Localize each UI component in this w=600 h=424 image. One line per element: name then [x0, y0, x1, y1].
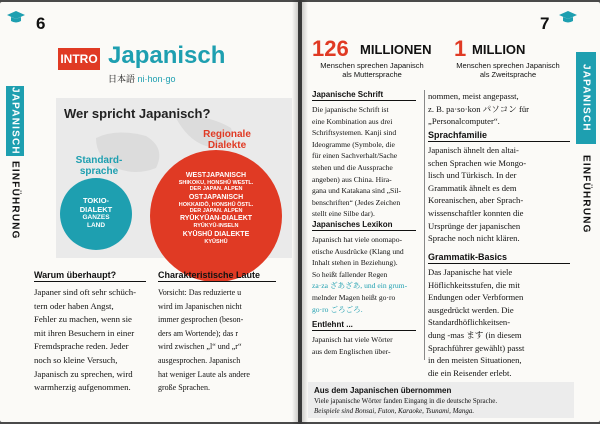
intro-badge: INTRO: [58, 48, 100, 70]
dialect-name: RYŪKYŪAN-DIALEKT: [179, 215, 253, 223]
stat-second-caption: [448, 62, 568, 79]
text-line: stehen und die Aussprache: [312, 162, 393, 172]
regional-label-line-1: Regionale: [203, 129, 251, 140]
script-heading: Japanische Schrift: [312, 90, 416, 101]
standard-label-line-1: Standard-: [75, 155, 123, 166]
family-text: [428, 144, 578, 245]
text-line: Die japanische Schrift ist: [312, 105, 389, 114]
text-line: Sprache noch nicht klären.: [428, 233, 520, 244]
text-line: Endungen oder Verbformen: [428, 292, 524, 303]
book-spine-shadow: [292, 0, 308, 424]
family-heading: Sprachfamilie: [428, 130, 570, 142]
borrowed-text: [312, 334, 424, 357]
why-heading: Warum überhaupt?: [34, 270, 146, 282]
side-tab-language[interactable]: [6, 86, 24, 156]
page-number: 7: [540, 14, 550, 33]
text-line: wird zwischen „l“ und „r“: [158, 342, 242, 352]
text-line: wird im Japanischen nicht: [158, 301, 242, 311]
why-text: [34, 286, 150, 395]
caption-line: als Zweitsprache: [479, 69, 537, 79]
borrowed-text-continued: [428, 90, 578, 128]
page-subtitle: [108, 72, 176, 85]
text-line: lisch und Türkisch. In der: [428, 170, 517, 181]
standard-circle-line-1: TOKIO-: [82, 196, 110, 205]
text-line: Höflichkeitsstufen, die mit: [428, 279, 520, 290]
text-line: stellt eine Silbe dar).: [312, 209, 375, 219]
side-tab-language[interactable]: [576, 52, 596, 144]
regional-label-line-2: Dialekte: [207, 139, 247, 151]
text-line: Standardhöflichkeitsen-: [428, 317, 511, 328]
text-line: in den meisten Situationen,: [428, 355, 522, 366]
stat-native-number: 126: [312, 36, 349, 61]
caption-line: Menschen sprechen Japanisch: [320, 61, 424, 70]
grammar-heading: Grammatik-Basics: [428, 252, 570, 264]
text-line: melnder Magen heißt go·ro: [312, 292, 396, 302]
left-page: [0, 2, 298, 422]
grammar-text: [428, 266, 578, 379]
text-line: Fremdsprache reden. Jeder: [34, 341, 129, 352]
dialect-area: DER JAPAN. ALPEN: [189, 208, 243, 215]
text-line: eine Kombination aus drei: [312, 116, 393, 126]
caption-line: als Muttersprache: [342, 69, 402, 79]
map-heading: Wer spricht Japanisch?: [64, 106, 211, 121]
dialect-area: SHIKOKU, HONSHŪ WESTL.: [178, 180, 254, 187]
dialect-name: KYŪSHŪ DIALEKTE: [182, 230, 250, 238]
side-tab-section[interactable]: [6, 162, 24, 238]
text-line: Das Japanische hat viele: [428, 267, 513, 277]
text-line: Vorsicht: Das reduzierte u: [158, 288, 242, 297]
text-line: Fehler zu machen, wenn sie: [34, 314, 132, 325]
text-line: Japanisch ähnelt den altai-: [428, 145, 519, 155]
subtitle-kanji: 日本語: [108, 74, 136, 84]
lexicon-heading: Japanisches Lexikon: [312, 220, 416, 231]
text-line: Inhalt stehen in Beziehung).: [312, 258, 398, 268]
text-line: So heißt fallender Regen: [312, 269, 388, 279]
text-line: ders am Wortende); das r: [158, 328, 239, 338]
text-line: noch so kleine Versuch,: [34, 354, 118, 365]
dialect-name: WESTJAPANISCH: [185, 172, 247, 179]
dialect-area: RYŪKYŪ-INSELN: [193, 223, 239, 230]
standard-circle-line-4: LAND: [86, 221, 106, 229]
loanwords-text: [314, 397, 572, 416]
text-line: Japanisch hat viele Wörter: [312, 335, 393, 344]
column-divider: [424, 90, 425, 360]
text-line: angeben) aus China. Hira-: [312, 174, 392, 184]
stat-second-number: 1: [454, 36, 467, 61]
text-line: Schriftsystemen. Kanji sind: [312, 128, 397, 138]
regional-circle-text: [156, 172, 276, 245]
caption-line: Menschen sprechen Japanisch: [456, 61, 560, 70]
standard-label-line-2: sprache: [79, 165, 119, 177]
text-line: Viele japanische Wörter fanden Eingang in die deutsche Sprache.: [314, 397, 498, 405]
stat-native-unit: MILLIONEN: [360, 42, 432, 57]
loanwords-box: [308, 382, 574, 418]
side-tab-section-label: EINFÜHRUNG: [9, 160, 21, 240]
text-line: für einen Sachverhalt/Sache: [312, 151, 398, 161]
standard-circle-line-3: GANZES: [82, 214, 110, 222]
text-line: Japanisch hat viele onomapo-: [312, 235, 403, 244]
text-line: warmherzig aufgenommen.: [34, 382, 131, 393]
page-number: 6: [36, 14, 46, 33]
text-line: Japanisch zu sprechen, wird: [34, 368, 133, 379]
right-page: [302, 2, 600, 422]
text-line: etische Ausdrücke (Klang und: [312, 246, 404, 256]
regional-dialects-label: [192, 130, 262, 151]
text-line: immer gesprochen (beson-: [158, 315, 244, 325]
stat-second-unit: MILLION: [472, 42, 526, 57]
text-line: mit ihren Besuchern in einer: [34, 327, 135, 338]
text-line: benschriften“ (Jedes Zeichen: [312, 197, 401, 207]
text-line: gana und Katakana sind „Sil-: [312, 186, 401, 196]
side-tab-section-label: EINFÜHRUNG: [580, 154, 592, 234]
dialect-area: DER JAPAN. ALPEN: [189, 186, 243, 193]
dialect-area: HOKKAIDŌ, HONSHŪ ÖSTL.: [178, 201, 254, 208]
text-line: Japaner sind oft sehr schüch-: [34, 287, 137, 297]
standard-circle-line-2: DIALEKT: [79, 204, 113, 214]
text-line: Ideogramme (Symbole, die: [312, 139, 395, 149]
text-line: z. B. pa·so·kon パソコン für: [428, 103, 530, 114]
lexicon-text: [312, 234, 424, 315]
standard-language-label: [64, 156, 134, 177]
text-line: hat weniger Laute als andere: [158, 369, 250, 379]
text-line: ausgesprochen. Japanisch: [158, 355, 241, 365]
text-line: die ein Reisender erlebt.: [428, 367, 512, 378]
text-line: schen Sprachen wie Mongo-: [428, 157, 527, 168]
text-line: aus dem Englischen über-: [312, 346, 391, 356]
text-line: nommen, meist angepasst,: [428, 91, 519, 101]
graduation-cap-icon: [558, 10, 578, 24]
text-line: Grammatik ähnelt es dem: [428, 182, 517, 193]
dialect-map: [56, 98, 292, 258]
text-line: dung -mas ます (in diesem: [428, 329, 522, 340]
dialect-area: KYŪSHŪ: [204, 238, 228, 245]
standard-circle-text: [60, 197, 132, 229]
dialect-name: OSTJAPANISCH: [188, 193, 244, 201]
side-tab-language-label: JAPANISCH: [580, 64, 592, 132]
text-line: Ursprünge der japanischen: [428, 220, 521, 231]
text-line: „Personalcomputer“.: [428, 116, 500, 127]
graduation-cap-icon: [6, 10, 26, 24]
loanwords-heading: Aus dem Japanischen übernommen: [314, 386, 452, 395]
page-title: Japanisch: [108, 42, 226, 69]
text-line: wissenschaftler konnten die: [428, 207, 524, 218]
text-line: Beispiele sind Bonsai, Futon, Karaoke, Tsunami, Manga.: [314, 406, 475, 415]
text-line: große Sprachen.: [158, 383, 210, 393]
script-text: [312, 104, 424, 220]
side-tab-language-label: JAPANISCH: [9, 87, 21, 155]
text-line: Koreanischen, aber Sprach-: [428, 195, 524, 206]
sounds-heading: Charakteristische Laute: [158, 270, 276, 282]
subtitle-romaji: ni·hon·go: [137, 74, 176, 84]
side-tab-section[interactable]: [576, 152, 596, 236]
stat-native-caption: [312, 62, 432, 79]
text-line: tern oder haben Angst,: [34, 300, 114, 311]
text-line: Sprachführer gewählt) passt: [428, 342, 525, 353]
text-line: ausgedrückt werden. Die: [428, 304, 514, 315]
text-line: go·ro ごろごろ.: [312, 304, 363, 314]
borrowed-heading: Entlehnt ...: [312, 320, 416, 331]
sounds-text: [158, 286, 278, 395]
text-line: za·za ざあざあ, und ein grum-: [312, 281, 408, 291]
